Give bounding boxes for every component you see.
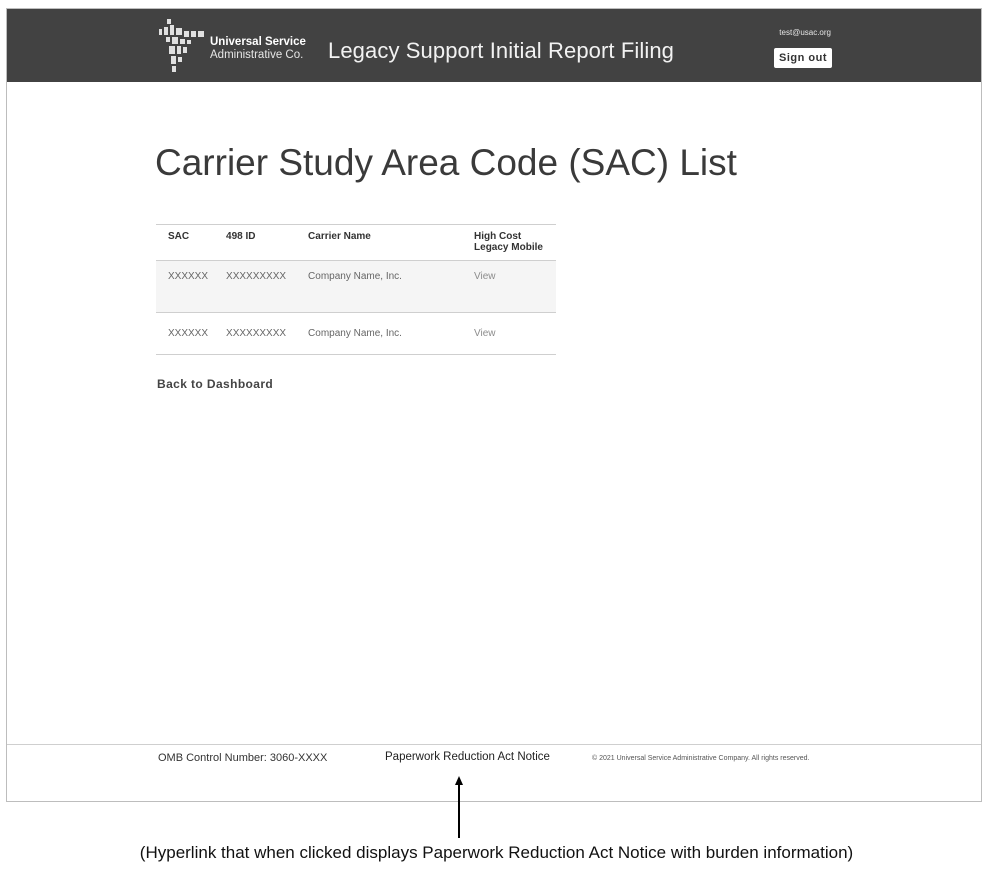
org-name-line1: Universal Service (210, 36, 306, 48)
cell-sac: XXXXXX (156, 261, 214, 313)
page-frame (6, 8, 982, 802)
app-title: Legacy Support Initial Report Filing (328, 38, 675, 63)
cell-sac: XXXXXX (156, 313, 214, 355)
usac-logo-icon (157, 19, 207, 73)
arrow-up-icon (455, 776, 463, 838)
copyright-text: © 2021 Universal Service Administrative Company. All rights reserved. (592, 755, 810, 762)
user-email: test@usac.org (779, 28, 831, 37)
table-row (156, 313, 556, 355)
org-name (210, 36, 306, 62)
page-title: Carrier Study Area Code (SAC) List (155, 142, 737, 183)
org-name-line2: Administrative Co. (210, 49, 304, 61)
sac-table (156, 224, 556, 355)
cell-carrier-name: Company Name, Inc. (296, 313, 462, 355)
table-row (156, 261, 556, 313)
column-header-498-id: 498 ID (214, 225, 296, 261)
omb-control-number: OMB Control Number: 3060-XXXX (158, 752, 328, 764)
column-header-carrier-name: Carrier Name (296, 225, 462, 261)
table-header-row (156, 225, 556, 261)
view-link[interactable]: View (462, 313, 556, 355)
cell-carrier-name: Company Name, Inc. (296, 261, 462, 313)
column-header-sac: SAC (156, 225, 214, 261)
cell-498-id: XXXXXXXXX (214, 261, 296, 313)
sign-out-button[interactable]: Sign out (774, 48, 832, 68)
paperwork-reduction-act-link[interactable]: Paperwork Reduction Act Notice (385, 751, 550, 763)
cell-498-id: XXXXXXXXX (214, 313, 296, 355)
footer-divider (7, 744, 981, 745)
view-link[interactable]: View (462, 261, 556, 313)
back-to-dashboard-link[interactable]: Back to Dashboard (157, 377, 274, 391)
annotation-note: (Hyperlink that when clicked displays Paperwork Reduction Act Notice with burden information) (139, 843, 854, 862)
top-header (7, 9, 981, 82)
column-header-high-cost-legacy-mobile: High Cost Legacy Mobile (462, 225, 556, 261)
